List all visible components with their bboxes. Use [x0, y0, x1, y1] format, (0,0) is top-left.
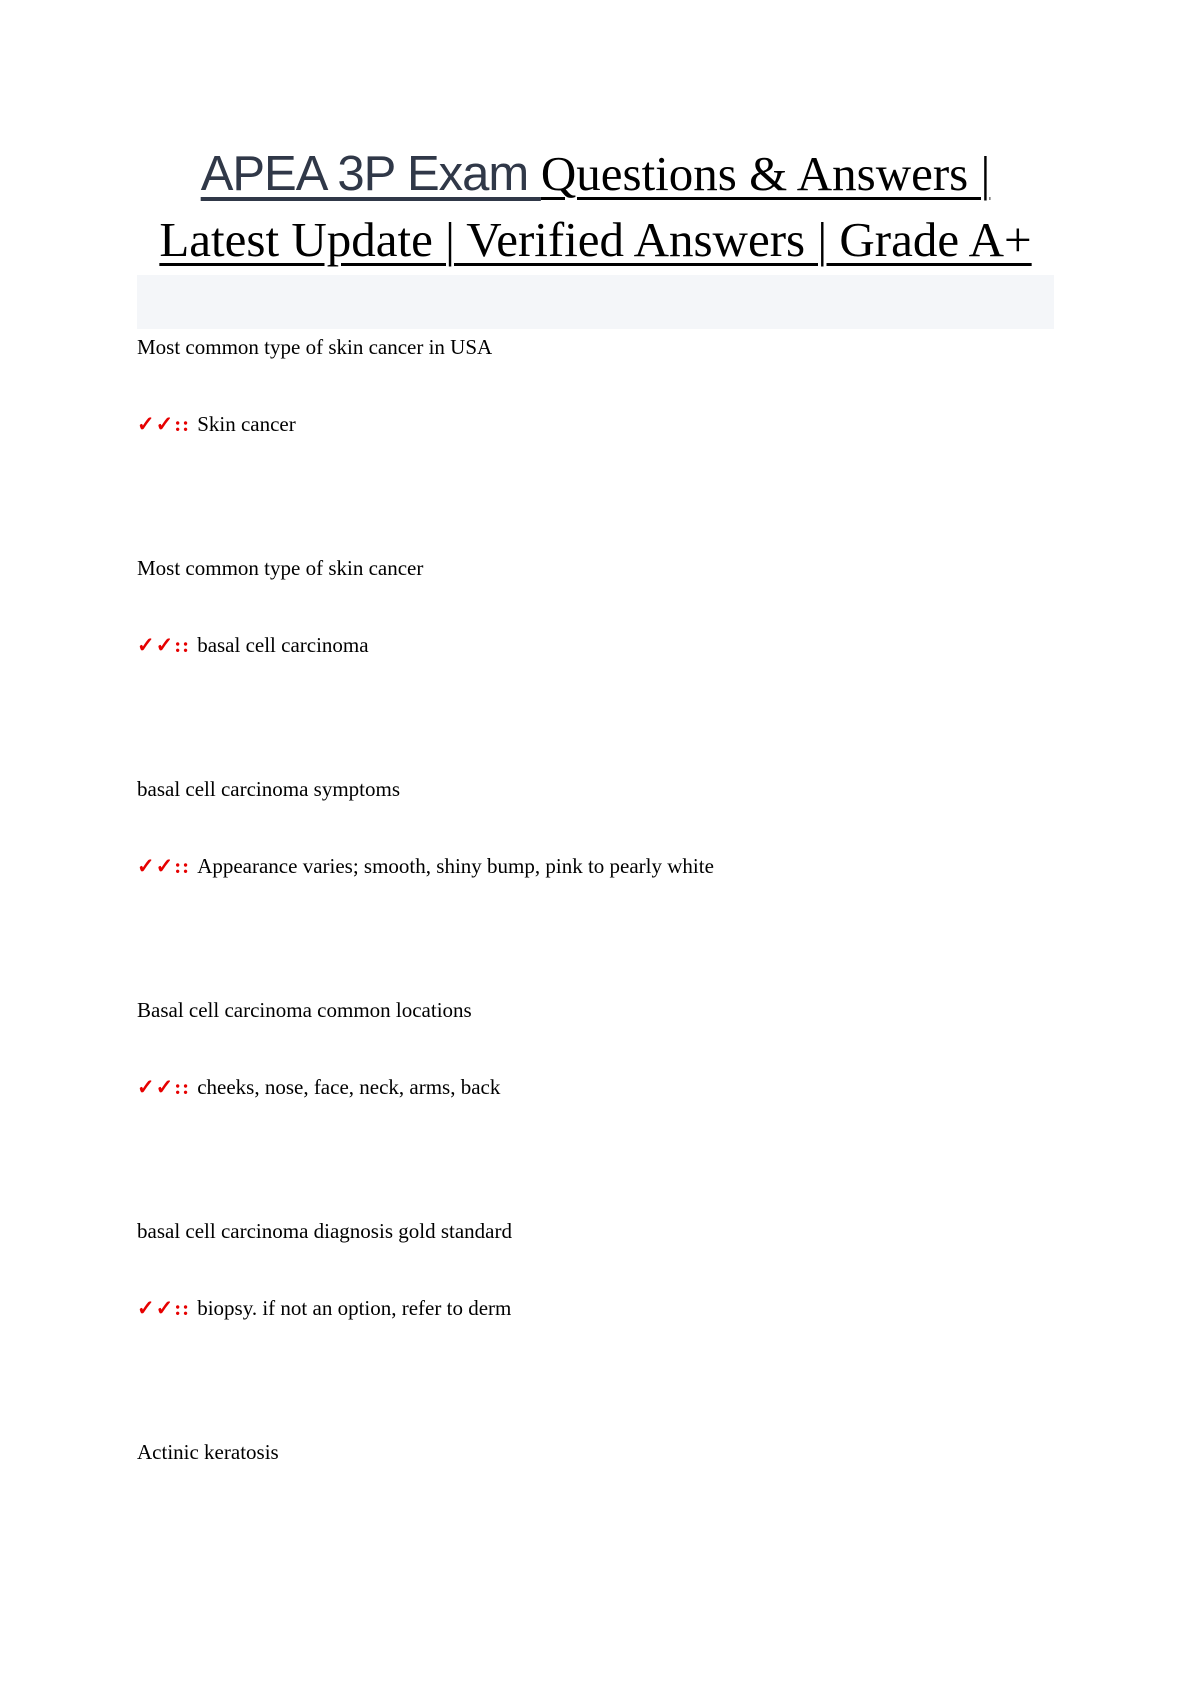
question-text: basal cell carcinoma diagnosis gold standard [137, 1219, 512, 1243]
answer-text: Skin cancer [197, 412, 296, 436]
qa-item [137, 998, 1054, 1100]
verified-checkmarks-icon: ✓✓:: [137, 1296, 191, 1320]
qa-item [137, 335, 1054, 437]
verified-checkmarks-icon: ✓✓:: [137, 412, 191, 436]
page-content [137, 0, 1054, 1684]
qa-item [137, 1440, 1054, 1465]
title-subtitle-text: Questions & Answers | Latest Update | Verified Answers | Grade A+ [159, 146, 1032, 267]
question-text: basal cell carcinoma symptoms [137, 777, 401, 801]
verified-checkmarks-icon: ✓✓:: [137, 854, 191, 878]
qa-item [137, 556, 1054, 658]
answer-text: biopsy. if not an option, refer to derm [197, 1296, 512, 1320]
question-text: Basal cell carcinoma common locations [137, 998, 472, 1022]
answer-line [137, 1296, 1054, 1321]
answer-line [137, 633, 1054, 658]
answer-line [137, 854, 1054, 879]
question-text: Actinic keratosis [137, 1440, 279, 1464]
answer-line [137, 412, 1054, 437]
title-brand-text: APEA 3P Exam [200, 147, 541, 201]
verified-checkmarks-icon: ✓✓:: [137, 1075, 191, 1099]
qa-list [137, 335, 1054, 1465]
page-title [137, 141, 1054, 272]
answer-text: basal cell carcinoma [197, 633, 369, 657]
answer-line [137, 1075, 1054, 1100]
question-text: Most common type of skin cancer [137, 556, 424, 580]
answer-text: cheeks, nose, face, neck, arms, back [197, 1075, 501, 1099]
answer-text: Appearance varies; smooth, shiny bump, pink to pearly white [197, 854, 714, 878]
qa-item [137, 777, 1054, 879]
qa-item [137, 1219, 1054, 1321]
verified-checkmarks-icon: ✓✓:: [137, 633, 191, 657]
question-text: Most common type of skin cancer in USA [137, 335, 493, 359]
highlight-band [137, 275, 1054, 329]
